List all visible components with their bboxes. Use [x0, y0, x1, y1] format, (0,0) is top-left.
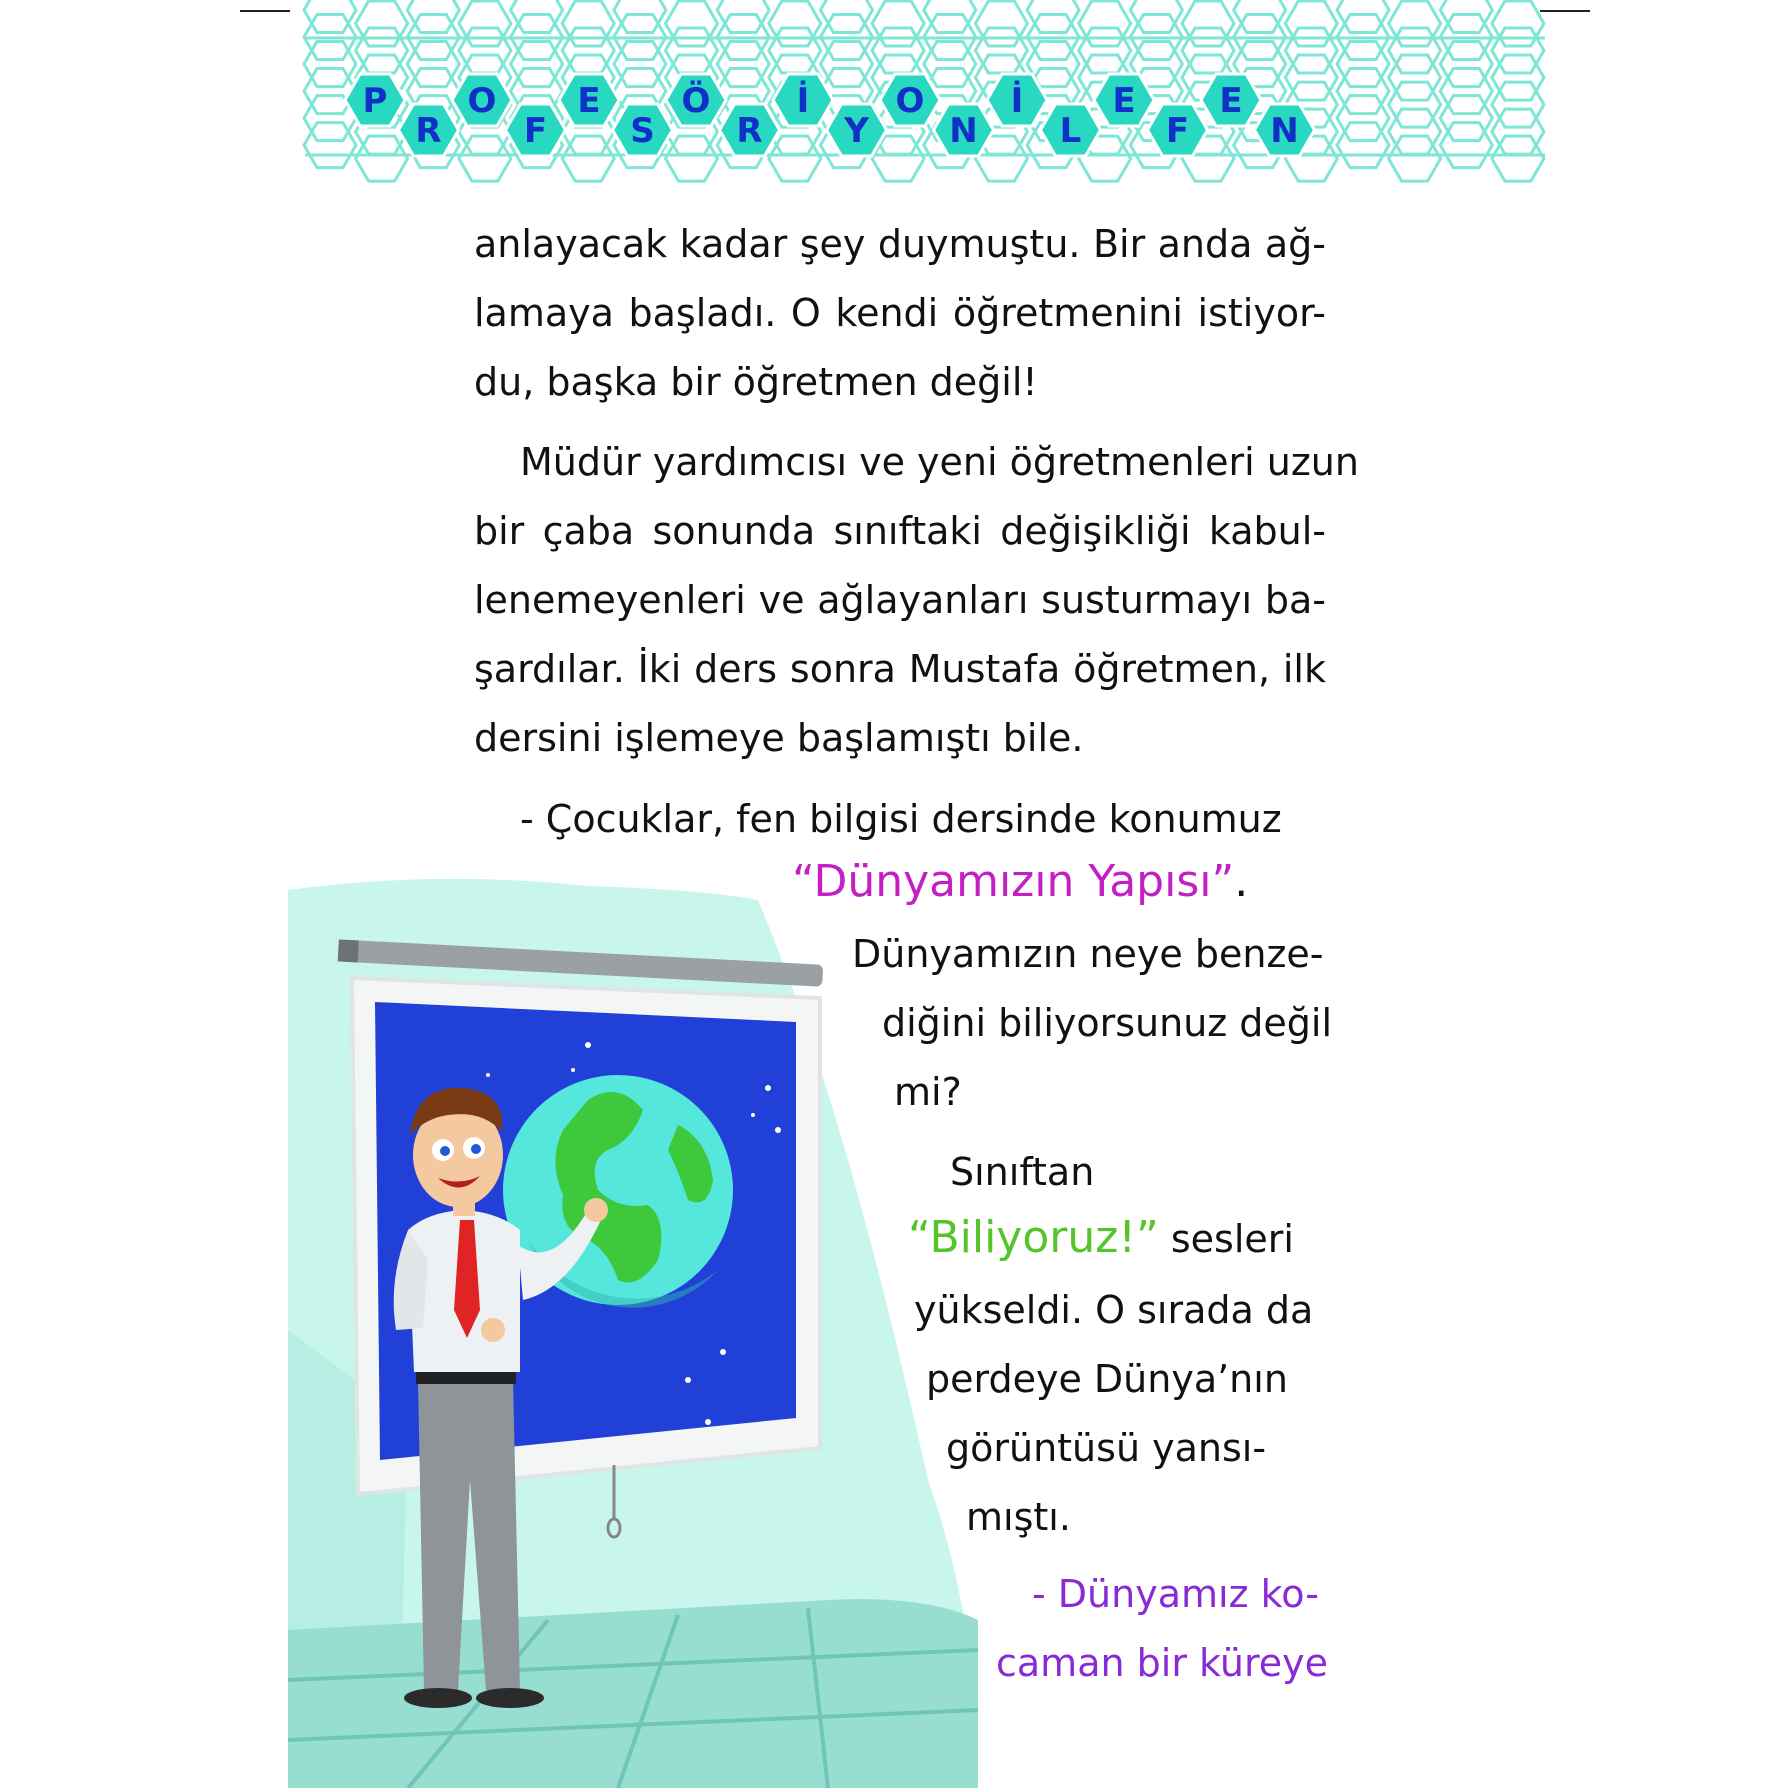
banner-letter: N — [949, 111, 978, 151]
banner-letter-hex — [345, 74, 405, 126]
banner-letter: O — [467, 81, 497, 121]
banner-letter-hex — [452, 74, 512, 126]
text-line: Müdür yardımcısı ve yeni öğretmenleri uzun — [520, 440, 1359, 484]
banner-letter: E — [577, 81, 601, 121]
banner-letter-hex — [506, 104, 566, 156]
banner-letter: P — [362, 81, 388, 121]
banner-letter: O — [895, 81, 925, 121]
shout-line — [908, 1212, 1294, 1263]
text-line: Sınıftan — [950, 1150, 1095, 1194]
banner-letter: R — [415, 111, 442, 151]
banner-letter-hex — [559, 74, 619, 126]
text-line: mi? — [894, 1070, 962, 1114]
banner-letter-hex — [720, 104, 780, 156]
banner-letter: E — [1112, 81, 1136, 121]
text-line: bir çaba sonunda sınıftaki değişikliği kabul- — [474, 509, 1326, 553]
banner-letter-hex — [987, 74, 1047, 126]
banner-letter: S — [630, 111, 655, 151]
banner-letter: F — [1165, 111, 1190, 151]
text-line: lamaya başladı. O kendi öğretmenini istiyor- — [474, 291, 1326, 335]
topic-title: “Dünyamızın Yapısı” — [792, 856, 1235, 907]
shout-after: sesleri — [1158, 1217, 1294, 1261]
text-line: yükseldi. O sırada da — [914, 1288, 1314, 1332]
dialog-line-colored: caman bir küreye — [996, 1641, 1328, 1685]
text-line: perdeye Dünya’nın — [926, 1357, 1288, 1401]
topic-quote — [792, 856, 1248, 907]
text-line: mıştı. — [966, 1495, 1071, 1539]
banner-letter-hex — [773, 74, 833, 126]
banner-letter: Ö — [681, 81, 711, 121]
text-line: dersini işlemeye başlamıştı bile. — [474, 716, 1084, 760]
text-line: Dünyamızın neye benze- — [852, 932, 1324, 976]
banner-letter-hex — [827, 104, 887, 156]
banner-letter: İ — [796, 81, 810, 121]
dialog-line-colored: - Dünyamız ko- — [1032, 1572, 1319, 1616]
banner-letter: R — [736, 111, 763, 151]
text-line: görüntüsü yansı- — [946, 1426, 1267, 1470]
topic-period: . — [1234, 856, 1249, 907]
dialog-line: - Çocuklar, fen bilgisi dersinde konumuz — [520, 797, 1282, 841]
banner-letter: E — [1219, 81, 1243, 121]
banner-letter: Y — [844, 111, 869, 151]
banner-letter-hex — [666, 74, 726, 126]
banner-letter-hex — [399, 104, 459, 156]
banner-letter-hex — [880, 74, 940, 126]
shout-quote: “Biliyoruz!” — [908, 1212, 1159, 1263]
text-line: lenemeyenleri ve ağlayanları susturmayı ba- — [474, 578, 1326, 622]
banner-letter-hex — [1148, 104, 1208, 156]
floor — [288, 1599, 978, 1788]
banner-letter-hex — [1201, 74, 1261, 126]
banner-letter: N — [1270, 111, 1299, 151]
banner-letter: F — [523, 111, 548, 151]
banner-letter-hex — [1094, 74, 1154, 126]
text-line: du, başka bir öğretmen değil! — [474, 360, 1038, 404]
text-line: şardılar. İki ders sonra Mustafa öğretmen, ilk — [474, 647, 1326, 691]
text-line: diğini biliyorsunuz değil — [882, 1001, 1333, 1045]
banner-letter: İ — [1010, 81, 1024, 121]
header-banner — [0, 0, 1788, 225]
banner-letter-hex — [934, 104, 994, 156]
banner-letter-hex — [613, 104, 673, 156]
banner-letter: L — [1059, 111, 1082, 151]
banner-letter-hex — [1255, 104, 1315, 156]
banner-letter-hex — [1041, 104, 1101, 156]
text-line: anlayacak kadar şey duymuştu. Bir anda ağ- — [474, 222, 1326, 266]
